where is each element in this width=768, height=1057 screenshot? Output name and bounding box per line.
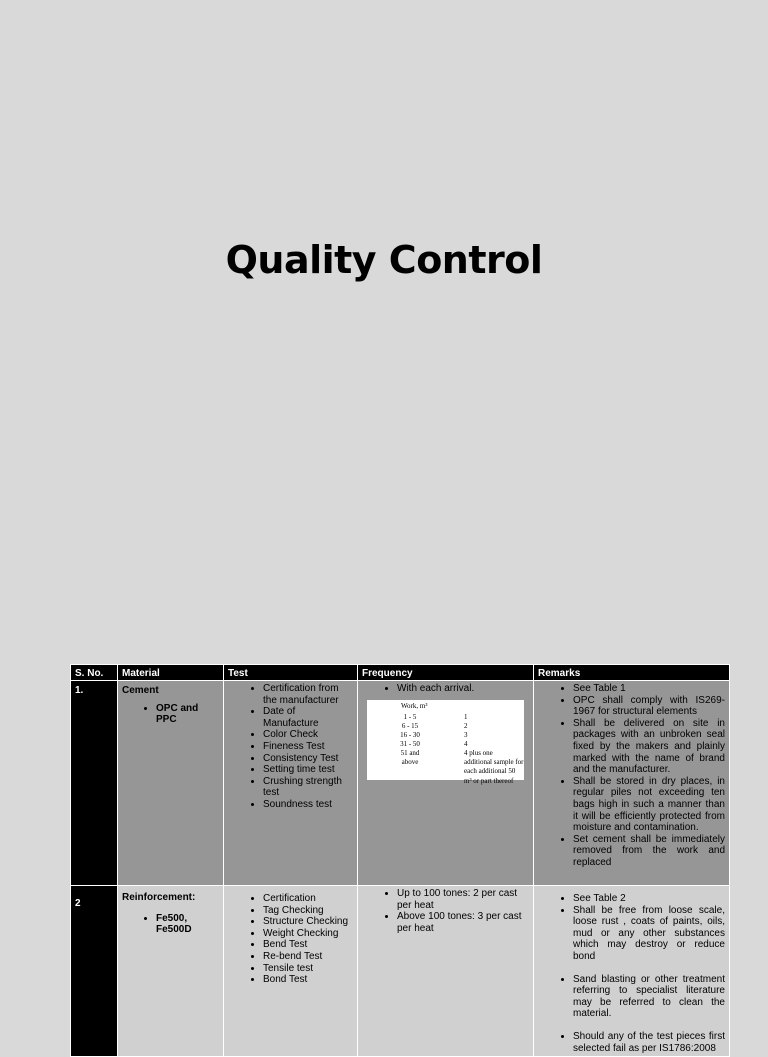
remarks-list	[538, 893, 725, 1054]
sample-count: 3	[464, 730, 468, 739]
cell-frequency	[358, 886, 534, 1057]
material-item: • Fe500, Fe500D	[156, 913, 219, 936]
slide-title: Quality Control	[225, 238, 543, 282]
cell-material	[118, 681, 224, 886]
test-list	[228, 893, 353, 986]
cell-remarks	[534, 681, 730, 886]
remarks-list	[538, 683, 725, 869]
material-item: • OPC and PPC	[156, 703, 219, 726]
sample-count: 1	[464, 712, 468, 721]
header-material: Material	[118, 665, 224, 681]
sample-extra-note: additional sample for each additional 50 m³ or part thereof	[464, 757, 524, 785]
cell-sno: 2	[71, 886, 118, 1057]
test-item: • Tag Checking	[263, 905, 353, 917]
test-item: • Certification	[263, 893, 353, 905]
remark-item: • Set cement shall be immediately removed from the work and replaced	[573, 834, 725, 869]
frequency-item: • With each arrival.	[397, 683, 529, 695]
sample-count: 4 plus one	[464, 748, 493, 757]
remark-item: • Sand blasting or other treatment referring to specialist literature may be referred to clean the material.	[573, 974, 725, 1020]
material-name: Cement	[122, 685, 159, 696]
sample-work: 16 - 30	[400, 730, 420, 739]
material-list	[122, 913, 219, 936]
remark-item: • See Table 1	[573, 683, 725, 695]
test-item: • Tensile test	[263, 963, 353, 975]
remark-item: • Should any of the test pieces first selected fail as per IS1786:2008	[573, 1031, 725, 1054]
cell-frequency	[358, 681, 534, 886]
header-frequency: Frequency	[358, 665, 534, 681]
test-item: • Color Check	[263, 729, 353, 741]
sample-work: 6 - 15	[401, 721, 419, 730]
remark-item: • Shall be free from loose scale, loose rust , coats of paints, oils, mud or any other substances which may destroy or reduce bond	[573, 905, 725, 963]
cell-sno: 1.	[71, 681, 118, 886]
cell-tests	[224, 681, 358, 886]
test-item: • Bond Test	[263, 974, 353, 986]
frequency-sample-table	[367, 700, 524, 785]
material-list	[122, 703, 219, 726]
test-item: • Crushing strength test	[263, 776, 353, 799]
table-row	[71, 681, 730, 886]
test-item: • Soundness test	[263, 799, 353, 811]
header-remarks: Remarks	[534, 665, 730, 681]
sample-work: 51 and above	[400, 748, 420, 767]
test-item: • Weight Checking	[263, 928, 353, 940]
sample-work: 1 - 5	[403, 712, 417, 721]
test-item: • Consistency Test	[263, 753, 353, 765]
test-list	[228, 683, 353, 811]
frequency-list	[362, 888, 529, 934]
cell-material	[118, 886, 224, 1057]
quality-control-table	[70, 664, 730, 1057]
remark-item: • Shall be delivered on site in packages with an unbroken seal fixed by the makers and plainly marked with the name of brand and the manufacturer.	[573, 718, 725, 776]
sample-count: 4	[464, 739, 468, 748]
test-item: • Date of Manufacture	[263, 706, 353, 729]
test-item: • Fineness Test	[263, 741, 353, 753]
header-test: Test	[224, 665, 358, 681]
test-item: • Setting time test	[263, 764, 353, 776]
cell-tests	[224, 886, 358, 1057]
test-item: • Bend Test	[263, 939, 353, 951]
remark-item: • See Table 2	[573, 893, 725, 905]
material-name: Reinforcement:	[122, 892, 196, 903]
sample-table-header: Work, m³	[401, 701, 428, 710]
sample-count: 2	[464, 721, 468, 730]
frequency-list	[362, 683, 529, 695]
cell-remarks	[534, 886, 730, 1057]
remark-item: • OPC shall comply with IS269-1967 for structural elements	[573, 695, 725, 718]
test-item: • Re-bend Test	[263, 951, 353, 963]
sample-work: 31 - 50	[400, 739, 420, 748]
test-item: • Certification from the manufacturer	[263, 683, 353, 706]
header-sno: S. No.	[71, 665, 118, 681]
frequency-item: • Up to 100 tones: 2 per cast per heat	[397, 888, 529, 911]
table-header-row	[71, 665, 730, 681]
table-row	[71, 886, 730, 1057]
frequency-item: • Above 100 tones: 3 per cast per heat	[397, 911, 529, 934]
test-item: • Structure Checking	[263, 916, 353, 928]
remark-item: • Shall be stored in dry places, in regular piles not exceeding ten bags high in such a manner than it will be efficiently protected from moisture and contamination.	[573, 776, 725, 834]
